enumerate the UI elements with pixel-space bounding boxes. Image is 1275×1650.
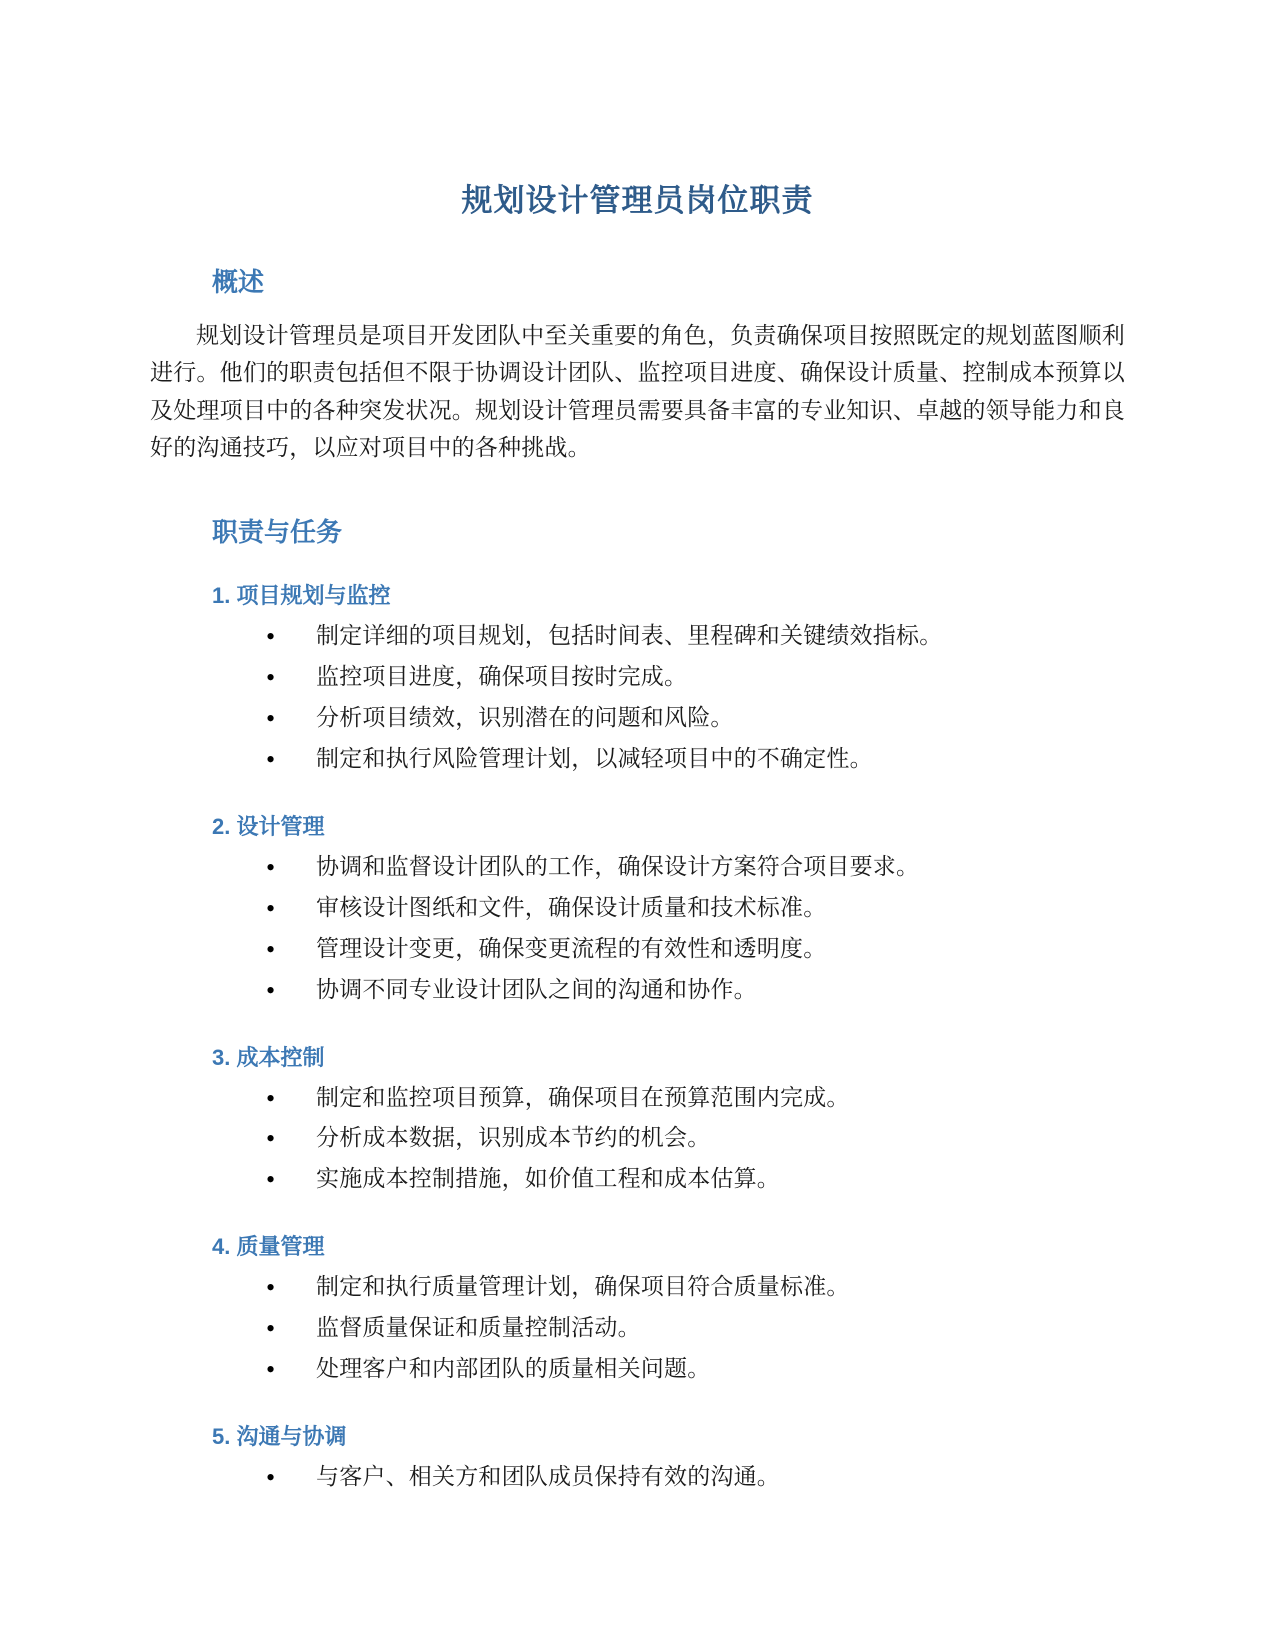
subsection-heading-5: 5. 沟通与协调 (212, 1424, 347, 1450)
list-item: • 实施成本控制措施，如价值工程和成本估算。 (258, 1159, 1125, 1200)
list-item: • 分析项目绩效，识别潜在的问题和风险。 (258, 698, 1125, 739)
list-item: • 制定和执行质量管理计划，确保项目符合质量标准。 (258, 1267, 1125, 1308)
list-item: • 管理设计变更，确保变更流程的有效性和透明度。 (258, 929, 1125, 970)
section-heading-duties: 职责与任务 (212, 517, 343, 547)
overview-paragraph: 规划设计管理员是项目开发团队中至关重要的角色，负责确保项目按照既定的规划蓝图顺利进行。他们的职责包括但不限于协调设计团队、监控项目进度、确保设计质量、控制成本预算以及处理项目中的各种突发状况。规划设计管理员需要具备丰富的专业知识、卓越的领导能力和良好的沟通技巧，以应对项目中的各种挑战。 (150, 323, 1125, 460)
list-item: • 审核设计图纸和文件，确保设计质量和技术标准。 (258, 888, 1125, 929)
duty-list-4 (150, 1267, 1125, 1390)
subsection-heading-4: 4. 质量管理 (212, 1234, 325, 1260)
subsection-heading-2: 2. 设计管理 (212, 813, 325, 839)
list-item: • 监控项目进度，确保项目按时完成。 (258, 657, 1125, 698)
list-item: • 制定和监控项目预算，确保项目在预算范围内完成。 (258, 1078, 1125, 1119)
section-heading-overview: 概述 (212, 267, 265, 297)
list-item: • 与客户、相关方和团队成员保持有效的沟通。 (258, 1457, 1125, 1498)
list-item: • 监督质量保证和质量控制活动。 (258, 1308, 1125, 1349)
list-item: • 协调不同专业设计团队之间的沟通和协作。 (258, 970, 1125, 1011)
list-item: • 制定和执行风险管理计划，以减轻项目中的不确定性。 (258, 739, 1125, 780)
page-title: 规划设计管理员岗位职责 (461, 183, 814, 218)
subsection-heading-3: 3. 成本控制 (212, 1044, 325, 1070)
list-item: • 处理客户和内部团队的质量相关问题。 (258, 1349, 1125, 1390)
list-item: • 协调和监督设计团队的工作，确保设计方案符合项目要求。 (258, 847, 1125, 888)
list-item: • 制定详细的项目规划，包括时间表、里程碑和关键绩效指标。 (258, 616, 1125, 657)
duty-list-2 (150, 847, 1125, 1011)
duty-list-3 (150, 1078, 1125, 1201)
duty-list-5 (150, 1457, 1125, 1498)
list-item: • 分析成本数据，识别成本节约的机会。 (258, 1118, 1125, 1159)
duty-list-1 (150, 616, 1125, 780)
subsection-heading-1: 1. 项目规划与监控 (212, 583, 391, 608)
